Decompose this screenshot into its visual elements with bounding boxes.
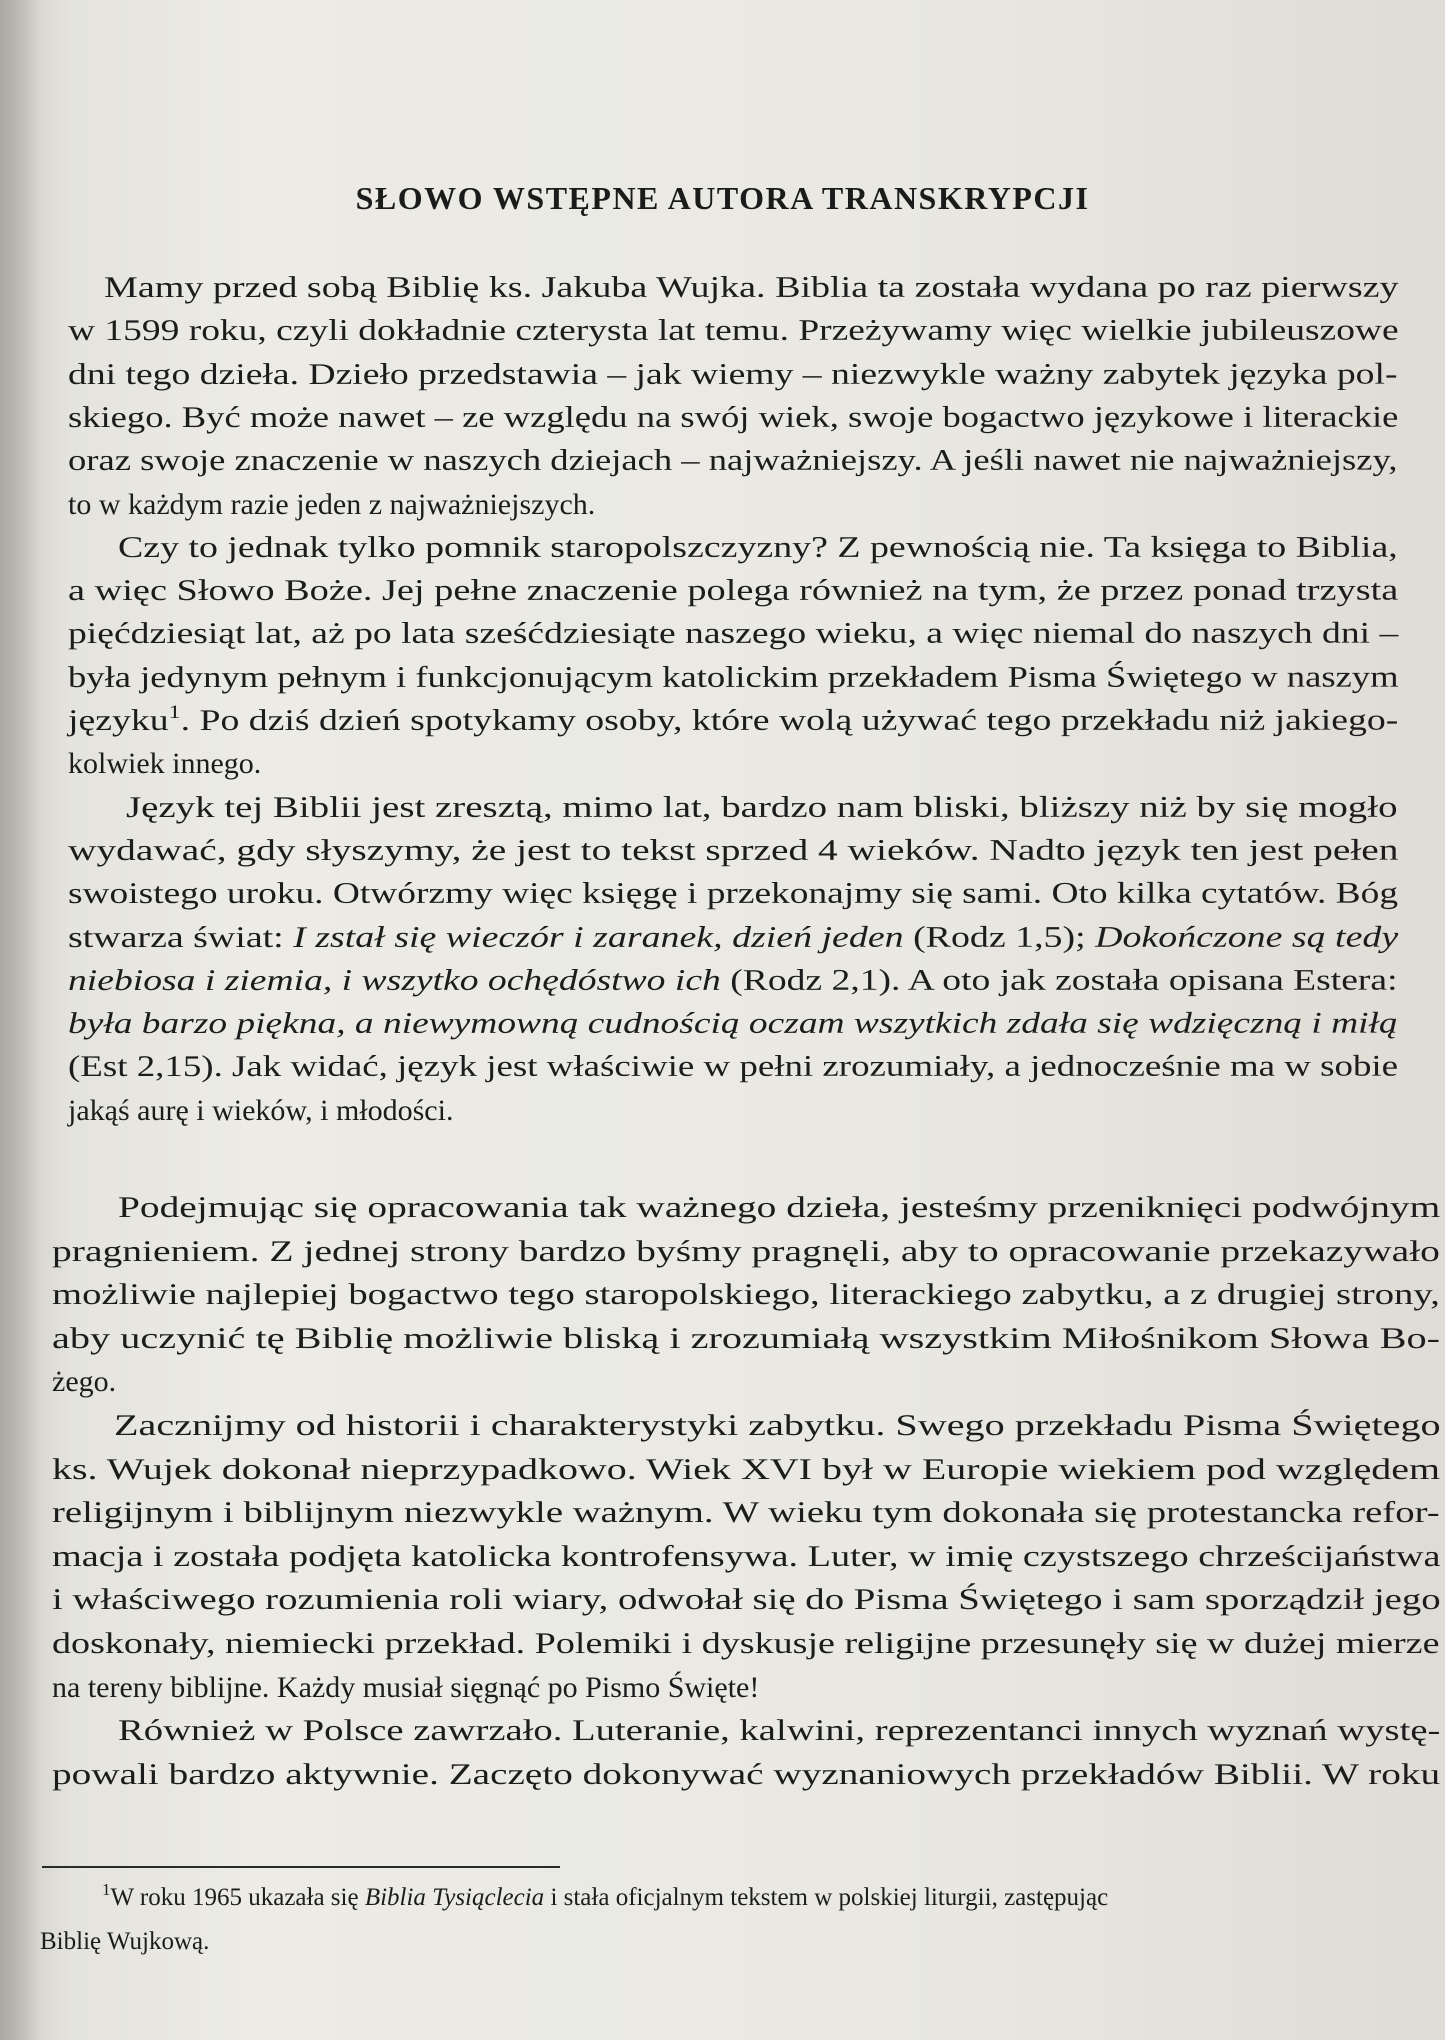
text-run: żego. xyxy=(52,1365,117,1399)
text-line xyxy=(68,960,1398,1000)
text-run: była barzo piękna, a niewymowną cudnością oczam wszytkich zdała się wdzięczną i miłą xyxy=(67,1006,1398,1041)
text-line xyxy=(52,1493,1440,1533)
text-run: była jedynym pełnym i funkcjonującym katolickim przekładem Pisma Świętego w naszym xyxy=(67,660,1399,694)
text-line xyxy=(68,744,261,784)
text-line xyxy=(68,571,1398,611)
text-run: Język tej Biblii jest zresztą, mimo lat, bardzo nam bliski, bliższy niż by się mogło xyxy=(125,790,1398,824)
text-line xyxy=(52,1449,1440,1489)
text-line xyxy=(52,1668,759,1708)
text-line xyxy=(68,398,1398,438)
text-line xyxy=(52,1624,1439,1664)
text-run: jakąś aurę i wieków, i młodości. xyxy=(68,1093,454,1127)
text-line xyxy=(52,1231,1440,1271)
text-line xyxy=(68,485,595,525)
footnote-line xyxy=(40,1924,209,1960)
text-line xyxy=(68,657,1399,697)
text-line xyxy=(118,1188,1440,1228)
text-line xyxy=(118,1711,1440,1751)
text-run: macja i została podjęta katolicka kontrofensywa. Luter, w imię czystszego chrześcijaństwa xyxy=(51,1539,1441,1573)
text-line xyxy=(68,874,1398,914)
footnote-separator xyxy=(42,1866,560,1868)
text-run: niebiosa i ziemia, i wszytko ochędóstwo ich xyxy=(67,963,721,997)
footnote-line xyxy=(102,1880,1108,1916)
text-line xyxy=(52,1755,1440,1795)
text-run: Dokończone są tedy xyxy=(1095,920,1399,954)
text-line xyxy=(68,1004,1398,1044)
text-run: (Est 2,15). Jak widać, język jest właściwie w pełni zrozumiały, a jednocześnie ma w sobie xyxy=(67,1050,1399,1084)
footnote-ref: 1 xyxy=(168,701,181,723)
text-run: Mamy przed sobą Biblię ks. Jakuba Wujka. Biblia ta została wydana po raz pierwszy xyxy=(103,270,1399,304)
text-run: stwarza świat: xyxy=(67,920,294,954)
text-run: . Po dziś dzień spotykamy osoby, które wolą używać tego przekładu niż jakiego- xyxy=(180,703,1399,737)
text-line xyxy=(68,1047,1398,1087)
text-line xyxy=(68,614,1398,654)
text-run: I zstał się wieczór i zaranek, dzień jeden xyxy=(293,920,904,954)
text-run: powali bardzo aktywnie. Zaczęto dokonywać wyznaniowych przekładów Biblii. W roku xyxy=(51,1757,1441,1791)
text-line xyxy=(68,354,1398,394)
text-line xyxy=(68,441,1398,481)
text-line xyxy=(68,701,1398,741)
text-run: (Rodz 2,1). A oto jak została opisana Estera: xyxy=(720,963,1398,997)
text-line xyxy=(68,1091,453,1131)
text-line xyxy=(52,1537,1441,1577)
text-run: religijnym i biblijnym niezwykle ważnym. W wieku tym dokonała się protestancka refor- xyxy=(51,1495,1440,1530)
text-run: ks. Wujek dokonał nieprzypadkowo. Wiek XVI był w Europie wiekiem pod względem xyxy=(51,1452,1441,1486)
text-run: Zacznijmy od historii i charakterystyki zabytku. Swego przekładu Pisma Świętego xyxy=(113,1408,1441,1442)
text-run: kolwiek innego. xyxy=(68,747,262,781)
text-run: pięćdziesiąt lat, aż po lata sześćdziesiąte naszego wieku, a więc niemal do naszych dni – xyxy=(67,617,1399,651)
text-run: Biblia Tysiąclecia xyxy=(364,1884,545,1911)
text-run: doskonały, niemiecki przekład. Polemiki i dyskusje religijne przesunęły się w dużej mierze xyxy=(51,1626,1440,1660)
text-run: i właściwego rozumienia roli wiary, odwołał się do Pisma Świętego i sam sporządził jego xyxy=(51,1583,1441,1617)
text-run: w 1599 roku, czyli dokładnie czterysta lat temu. Przeżywamy więc wielkie jubileuszowe xyxy=(67,313,1399,348)
footnote-ref: 1 xyxy=(102,1880,111,1899)
text-line xyxy=(68,917,1398,957)
text-run: a więc Słowo Boże. Jej pełne znaczenie polega również na tym, że przez ponad trzysta xyxy=(67,573,1399,608)
text-line xyxy=(104,268,1399,308)
text-line xyxy=(52,1275,1440,1315)
text-line xyxy=(52,1580,1441,1620)
text-run: pragnieniem. Z jednej strony bardzo byśmy pragnęli, aby to opracowanie przekazywało xyxy=(51,1234,1440,1268)
text-line xyxy=(52,1319,1440,1359)
text-run: Podejmując się opracowania tak ważnego dzieła, jesteśmy przeniknięci podwójnym xyxy=(117,1190,1441,1224)
text-run: swoistego uroku. Otwórzmy więc księgę i przekonajmy się sami. Oto kilka cytatów. Bóg xyxy=(67,876,1399,911)
text-run: i stała oficjalnym tekstem w polskiej liturgii, zastępując xyxy=(544,1884,1109,1911)
text-run: Biblię Wujkową. xyxy=(40,1928,210,1955)
text-run: to w każdym razie jeden z najważniejszych. xyxy=(68,487,596,521)
page-heading: SŁOWO WSTĘPNE AUTORA TRANSKRYPCJI xyxy=(355,180,1090,216)
text-run: W roku 1965 ukazała się xyxy=(110,1884,365,1911)
text-run: na tereny biblijne. Każdy musiał sięgnąć po Pismo Święte! xyxy=(52,1670,760,1704)
text-run: (Rodz 1,5); xyxy=(903,920,1096,954)
text-run: możliwie najlepiej bogactwo tego staropolskiego, literackiego zabytku, a z drugiej strony, xyxy=(51,1277,1440,1312)
text-line xyxy=(114,1406,1441,1446)
text-line xyxy=(52,1362,116,1402)
text-run: skiego. Być może nawet – ze względu na swój wiek, swoje bogactwo językowe i literackie xyxy=(67,400,1399,434)
text-line xyxy=(118,527,1398,567)
text-run: wydawać, gdy słyszymy, że jest to tekst sprzed 4 wieków. Nadto język ten jest pełen xyxy=(67,833,1399,867)
text-line xyxy=(68,831,1398,871)
text-run: oraz swoje znaczenie w naszych dziejach – najważniejszy. A jeśli nawet nie najważniejszy, xyxy=(67,443,1398,478)
text-run: Również w Polsce zawrzało. Luteranie, kalwini, reprezentanci innych wyznań wystę- xyxy=(117,1713,1441,1748)
text-line xyxy=(126,787,1398,827)
text-run: dni tego dzieła. Dzieło przedstawia – jak wiemy – niezwykle ważny zabytek języka pol- xyxy=(67,357,1398,391)
text-line xyxy=(68,311,1399,351)
text-run: języku xyxy=(67,703,169,737)
text-run: Czy to jednak tylko pomnik staropolszczyzny? Z pewnością nie. Ta księga to Biblia, xyxy=(117,530,1398,564)
text-run: aby uczynić tę Biblię możliwie bliską i zrozumiałą wszystkim Miłośnikom Słowa Bo- xyxy=(51,1321,1441,1355)
